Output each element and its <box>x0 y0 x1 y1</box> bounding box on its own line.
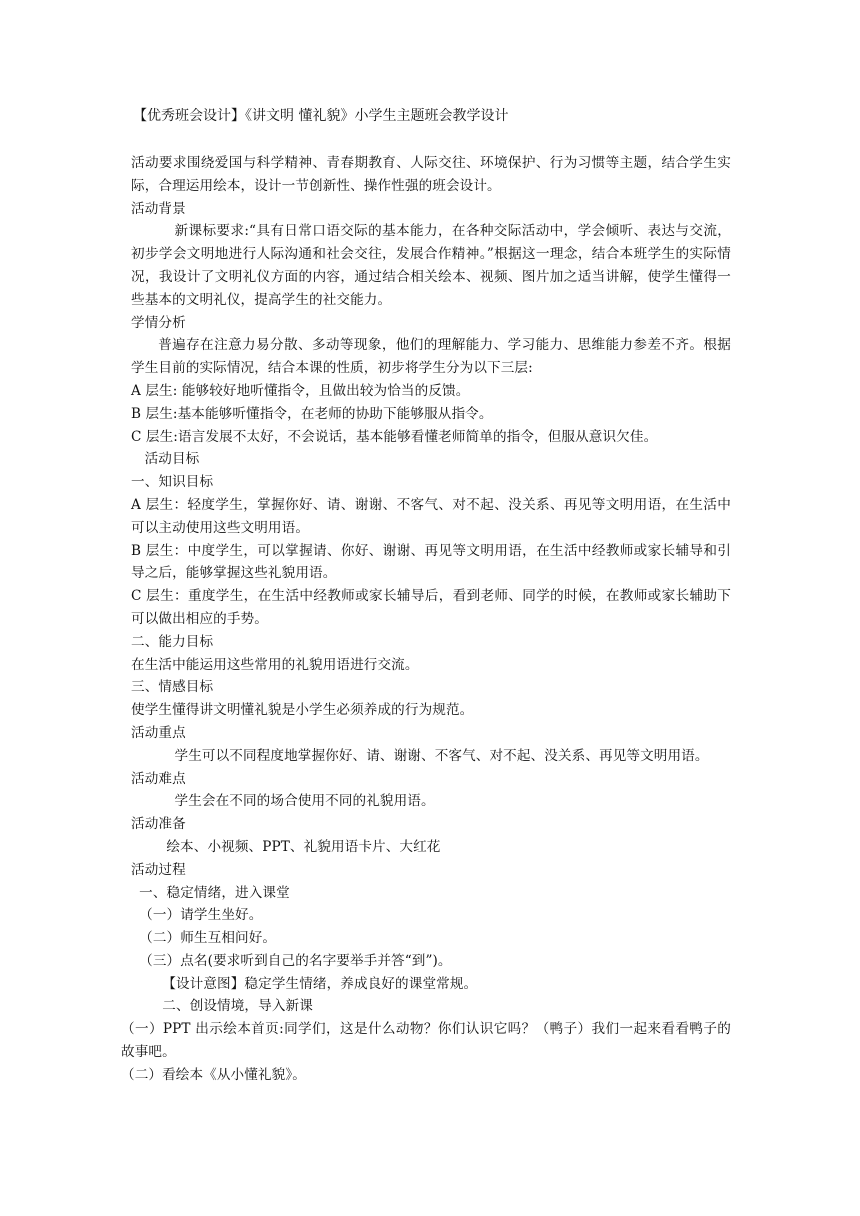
heading-preparation: 活动准备 <box>131 816 186 833</box>
ability-goal-text: 在生活中能运用这些常用的礼貌用语进行交流。 <box>131 656 419 673</box>
document-body <box>121 152 731 1087</box>
process-step-1: 一、稳定情绪，进入课堂 <box>139 884 290 901</box>
background-text: 新课标要求:“具有日常口语交际的基本能力，在各种交际活动中，学会倾听、表达与交流，初步学会文明地进行人际沟通和社会交往，发展合作精神。”根据这一理念，结合本班学生的实际情况，我设计了文明礼仪方面的内容，通过结合相关绘本、视频、图片加之适当讲解，使学生懂得一些基本的文明礼仪，提高学生的社交能力。 <box>131 223 731 308</box>
process-step-1-2: （二）师生互相问好。 <box>139 930 277 947</box>
heading-ability-goals: 二、能力目标 <box>131 633 214 650</box>
emotion-goal-text: 使学生懂得讲文明懂礼貌是小学生必须养成的行为规范。 <box>131 702 474 719</box>
heading-activity-goals: 活动目标 <box>144 451 200 468</box>
document-title: 【优秀班会设计】《讲文明 懂礼貌》小学生主题班会教学设计 <box>133 108 509 124</box>
process-step-1-3: （三）点名(要求听到自己的名字要举手并答“到”)。 <box>139 952 452 969</box>
knowledge-goal-b: B 层生：中度学生，可以掌握请、你好、谢谢、再见等文明用语，在生活中经教师或家长辅导和引导之后，能够掌握这些礼貌用语。 <box>131 542 731 582</box>
design-intent-1: 【设计意图】稳定学生情绪，养成良好的课堂常规。 <box>162 975 478 992</box>
preparation-text: 绘本、小视频、PPT、礼貌用语卡片、大红花 <box>166 838 441 855</box>
process-step-2-1: （一）PPT 出示绘本首页:同学们，这是什么动物？你们认识它吗？（鸭子）我们一起来看看鸭子的故事吧。 <box>121 1021 731 1061</box>
level-a-description: A 层生: 能够较好地听懂指令，且做出较为恰当的反馈。 <box>131 382 470 399</box>
heading-background: 活动背景 <box>131 200 186 217</box>
heading-key-points: 活动重点 <box>131 724 186 741</box>
knowledge-goal-a: A 层生：轻度学生，掌握你好、请、谢谢、不客气、对不起、没关系、再见等文明用语，在生活中可以主动使用这些文明用语。 <box>131 496 731 536</box>
heading-difficulties: 活动难点 <box>131 770 186 787</box>
heading-process: 活动过程 <box>131 861 186 878</box>
student-analysis-text: 普遍存在注意力易分散、多动等现象，他们的理解能力、学习能力、思维能力参差不齐。根据学生目前的实际情况，结合本课的性质，初步将学生分为以下三层: <box>131 337 731 377</box>
difficulties-text: 学生会在不同的场合使用不同的礼貌用语。 <box>174 793 435 810</box>
knowledge-goal-c: C 层生：重度学生，在生活中经教师或家长辅导后，看到老师、同学的时候，在教师或家长辅助下可以做出相应的手势。 <box>131 588 731 627</box>
process-step-1-1: （一）请学生坐好。 <box>139 907 263 924</box>
process-step-2-2: （二）看绘本《从小懂礼貌》。 <box>121 1066 306 1083</box>
process-step-2: 二、创设情境，导入新课 <box>162 998 313 1015</box>
heading-student-analysis: 学情分析 <box>131 314 186 331</box>
document-page <box>121 104 731 1087</box>
key-points-text: 学生可以不同程度地掌握你好、请、谢谢、不客气、对不起、没关系、再见等文明用语。 <box>174 747 709 764</box>
heading-knowledge-goals: 一、知识目标 <box>131 474 214 491</box>
activity-requirement: 活动要求围绕爱国与科学精神、青春期教育、人际交往、环境保护、行为习惯等主题，结合学生实际，合理运用绘本，设计一节创新性、操作性强的班会设计。 <box>131 155 731 194</box>
level-c-description: C 层生:语言发展不太好，不会说话，基本能够看懂老师简单的指令，但服从意识欠佳。 <box>131 428 658 445</box>
level-b-description: B 层生:基本能够听懂指令，在老师的协助下能够服从指令。 <box>131 405 493 422</box>
heading-emotion-goals: 三、情感目标 <box>131 679 214 696</box>
